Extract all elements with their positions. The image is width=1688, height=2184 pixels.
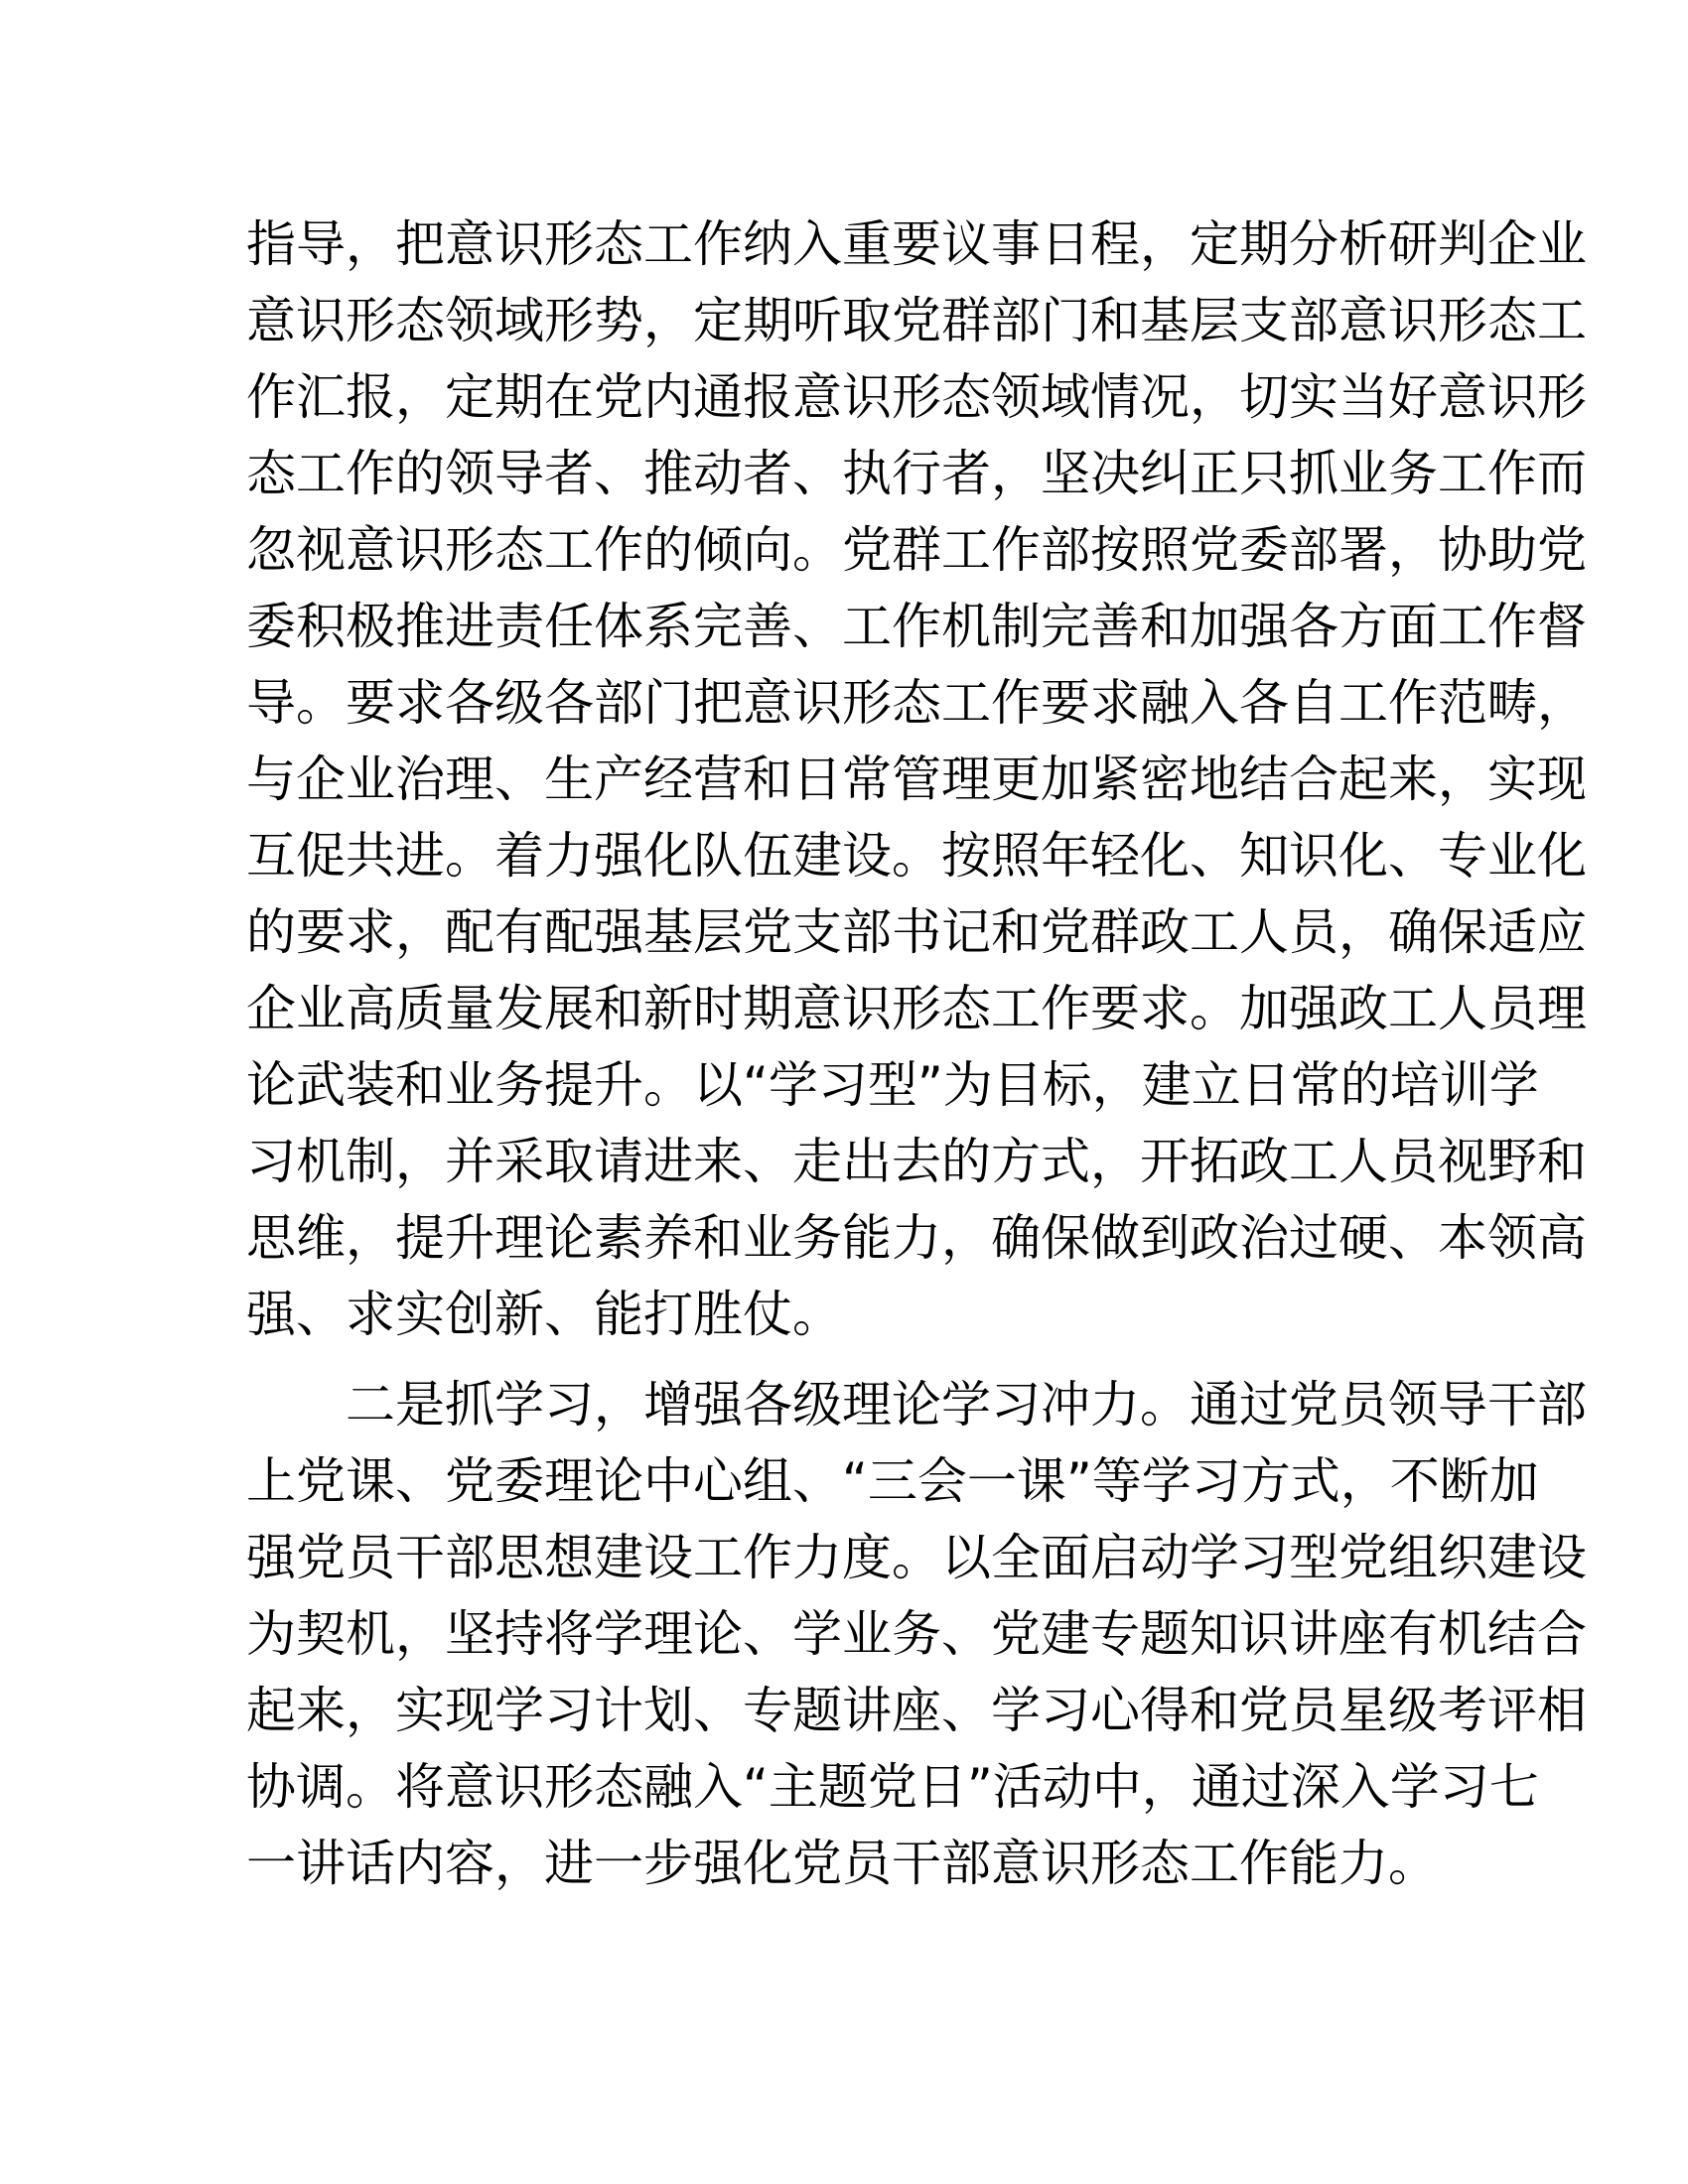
- text-line: 的要求，配有配强基层党支部书记和党群政工人员，确保适应: [246, 903, 1587, 961]
- text-line: 强党员干部思想建设工作力度。以全面启动学习型党组织建设: [246, 1529, 1587, 1586]
- text-line: 强、求实创新、能打胜仗。: [246, 1286, 842, 1343]
- text-line: 态工作的领导者、推动者、执行者，坚决纠正只抓业务工作而: [246, 445, 1587, 502]
- text-line: 互促共进。着力强化队伍建设。按照年轻化、知识化、专业化: [246, 827, 1587, 885]
- text-line: 思维，提升理论素养和业务能力，确保做到政治过硬、本领高: [246, 1209, 1587, 1267]
- text-line: 导。要求各级各部门把意识形态工作要求融入各自工作范畴，: [246, 674, 1587, 732]
- text-line: 与企业治理、生产经营和日常管理更加紧密地结合起来，实现: [246, 751, 1587, 808]
- text-line: 意识形态领域形势，定期听取党群部门和基层支部意识形态工: [246, 292, 1587, 349]
- text-line: 上党课、党委理论中心组、“三会一课”等学习方式，不断加: [246, 1452, 1539, 1510]
- document-body: [246, 206, 1587, 1902]
- paragraph-2: [246, 1367, 1587, 1902]
- text-line: 论武装和业务提升。以“学习型”为目标，建立日常的培训学: [246, 1056, 1539, 1114]
- text-line: 作汇报，定期在党内通报意识形态领域情况，切实当好意识形: [246, 368, 1587, 426]
- text-line: 一讲话内容，进一步强化党员干部意识形态工作能力。: [246, 1835, 1438, 1892]
- text-line: 指导，把意识形态工作纳入重要议事日程，定期分析研判企业: [246, 215, 1587, 273]
- text-line: 协调。将意识形态融入“主题党日”活动中，通过深入学习七: [246, 1758, 1539, 1816]
- paragraph-1: [246, 206, 1587, 1353]
- text-line: 忽视意识形态工作的倾向。党群工作部按照党委部署，协助党: [246, 521, 1587, 579]
- text-line: 二是抓学习，增强各级理论学习冲力。通过党员领导干部: [246, 1376, 1587, 1433]
- text-line: 委积极推进责任体系完善、工作机制完善和加强各方面工作督: [246, 598, 1587, 655]
- text-line: 习机制，并采取请进来、走出去的方式，开拓政工人员视野和: [246, 1133, 1587, 1190]
- text-line: 企业高质量发展和新时期意识形态工作要求。加强政工人员理: [246, 980, 1587, 1037]
- text-line: 为契机，坚持将学理论、学业务、党建专题知识讲座有机结合: [246, 1605, 1587, 1663]
- text-line: 起来，实现学习计划、专题讲座、学习心得和党员星级考评相: [246, 1682, 1587, 1739]
